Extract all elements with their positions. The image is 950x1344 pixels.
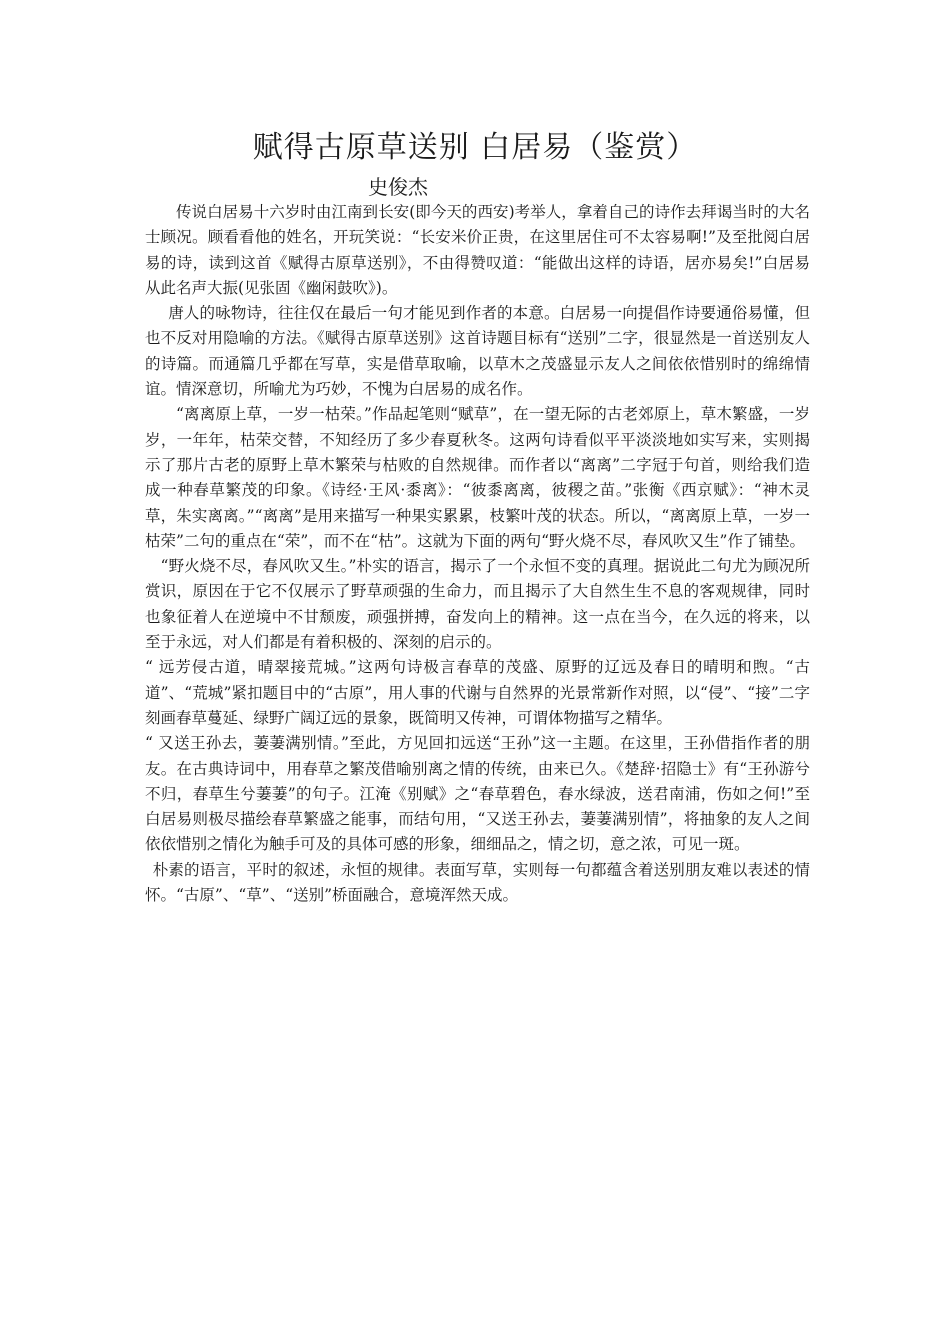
document-author: 史俊杰 [368,175,428,199]
paragraph-lines-1-2: “离离原上草，一岁一枯荣。”作品起笔则“赋草”，在一望无际的古老郊原上，草木繁盛，一岁岁，一年年，枯荣交替，不知经历了多少春夏秋冬。这两句诗看似平平淡淡地如实写来，实则揭示了那片古老的原野上草木繁荣与枯败的自然规律。而作者以“离离”二字冠于句首，则给我们造成一种春草繁茂的印象。《诗经·王风·黍离》：“彼黍离离，彼稷之苗。”张衡《西京赋》：“神木灵草，朱实离离。”“离离”是用来描写一种果实累累，枝繁叶茂的状态。所以，“离离原上草，一岁一枯荣”二句的重点在“荣”，而不在“枯”。这就为下面的两句“野火烧不尽，春风吹又生”作了铺垫。 [145,405,810,550]
paragraph-lines-3-4: “野火烧不尽，春风吹又生。”朴实的语言，揭示了一个永恒不变的真理。据说此二句尤为顾况所赏识，原因在于它不仅展示了野草顽强的生命力，而且揭示了大自然生生不息的客观规律，同时也象征着人在逆境中不甘颓废，顽强拼搏，奋发向上的精神。这一点在当今，在久远的将来，以至于永远，对人们都是有着积极的、深刻的启示的。 [145,557,810,652]
paragraph-lines-5-6: “ 远芳侵古道，晴翠接荒城。”这两句诗极言春草的茂盛、原野的辽远及春日的晴明和煦。“古道”、“荒城”紧扣题目中的“古原”，用人事的代谢与自然界的光景常新作对照，以“侵”、“接”二字刻画春草蔓延、绿野广阔辽远的景象，既简明又传神，可谓体物描写之精华。 [145,658,810,727]
paragraph-lines-7-8: “ 又送王孙去，萋萋满别情。”至此，方见回扣远送“王孙”这一主题。在这里，王孙借指作者的朋友。在古典诗词中，用春草之繁茂借喻别离之情的传统，由来已久。《楚辞·招隐士》有“王孙游兮不归，春草生兮萋萋”的句子。江淹《别赋》之“春草碧色，春水绿波，送君南浦，伤如之何!”至白居易则极尽描绘春草繁盛之能事，而结句用，“又送王孙去，萋萋满别情”，将抽象的友人之间依依惜别之情化为触手可及的具体可感的形象，细细品之，情之切，意之浓，可见一斑。 [145,734,810,854]
paragraph-legend: 传说白居易十六岁时由江南到长安(即今天的西安)考举人，拿着自己的诗作去拜谒当时的大名士顾况。顾看看他的姓名，开玩笑说：“长安米价正贵，在这里居住可不太容易啊!”及至批阅白居易的诗，读到这首《赋得古原草送别》，不由得赞叹道：“能做出这样的诗语，居亦易矣!”白居易从此名声大振(见张固《幽闲鼓吹》)。 [145,203,810,297]
document-title: 赋得古原草送别 白居易（鉴赏） [252,130,698,165]
paragraph-intro: 唐人的咏物诗，往往仅在最后一句才能见到作者的本意。白居易一向提倡作诗要通俗易懂，但也不反对用隐喻的方法。《赋得古原草送别》这首诗题目标有“送别”二字，很显然是一首送别友人的诗篇。而通篇几乎都在写草，实是借草取喻，以草木之茂盛显示友人之间依依惜别时的绵绵情谊。情深意切，所喻尤为巧妙，不愧为白居易的成名作。 [145,304,810,399]
paragraph-conclusion: 朴素的语言，平时的叙述，永恒的规律。表面写草，实则每一句都蕴含着送别朋友难以表述的情怀。“古原”、“草”、“送别”桥面融合，意境浑然天成。 [145,860,810,905]
document-body [145,200,810,908]
